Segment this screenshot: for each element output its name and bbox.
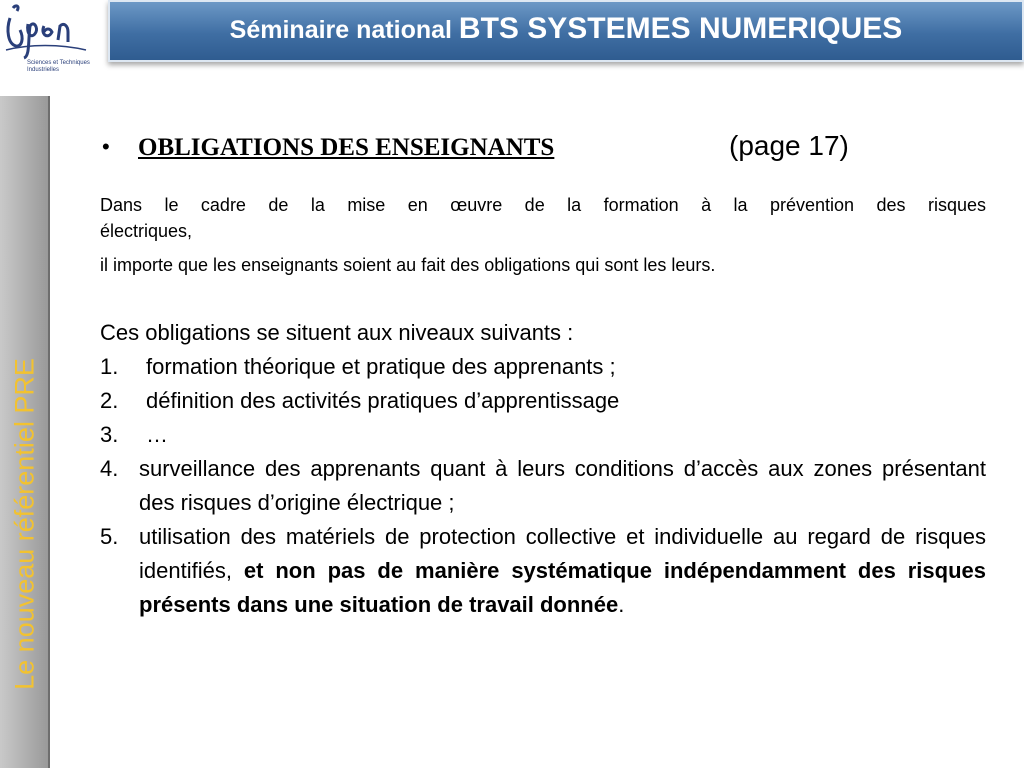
item-text-normal: utilisation des matériels de protection collective et individuelle au regard de risques identifiés, (139, 524, 986, 583)
page-reference: (page 17) (729, 130, 849, 161)
side-band (0, 96, 50, 768)
list-item (100, 418, 986, 452)
side-band-label: Le nouveau référentiel PRE (9, 358, 40, 690)
item-text (100, 520, 986, 622)
list-item (100, 350, 986, 384)
item-number: 5. (100, 524, 119, 549)
item-number: 1. (100, 354, 119, 379)
list-intro: Ces obligations se situent aux niveaux suivants : (100, 320, 574, 345)
item-text: surveillance des apprenants quant à leurs conditions d’accès aux zones présentant des risques d’origine électrique ; (139, 456, 986, 515)
obligations-list (100, 350, 986, 622)
slide-title (110, 12, 1022, 46)
item-text: … (146, 422, 168, 447)
logo-caption-line-2: Industrielles (27, 67, 60, 73)
list-item (100, 520, 986, 622)
section-title: OBLIGATIONS DES ENSEIGNANTS (138, 134, 555, 161)
logo-caption-line-1: Sciences et Techniques (27, 60, 90, 66)
item-number: 2. (100, 388, 119, 413)
igen-logo (0, 0, 90, 84)
list-item (100, 452, 986, 520)
item-text-end: . (618, 592, 625, 617)
logo-caption (27, 60, 90, 74)
item-text-bold: et non pas de manière systématique indépendamment des risques présents dans une situation de travail donnée (139, 558, 987, 617)
paragraph-line-1: Dans le cadre de la mise en œuvre de la formation à la prévention des risques (100, 195, 986, 215)
list-item (100, 384, 986, 418)
item-text: définition des activités pratiques d’apprentissage (146, 388, 620, 413)
igen-logo-icon (0, 0, 90, 62)
bullet-icon: • (102, 134, 110, 159)
item-text: formation théorique et pratique des apprenants ; (146, 354, 616, 379)
item-number: 3. (100, 422, 119, 447)
paragraph-line-3: il importe que les enseignants soient au fait des obligations qui sont les leurs. (100, 255, 716, 275)
item-number: 4. (100, 456, 119, 481)
slide-title-main: BTS SYSTEMES NUMERIQUES (458, 12, 903, 45)
title-banner (108, 0, 1024, 62)
slide-title-prefix: Séminaire national (229, 16, 459, 44)
paragraph-line-2: électriques, (100, 221, 193, 241)
